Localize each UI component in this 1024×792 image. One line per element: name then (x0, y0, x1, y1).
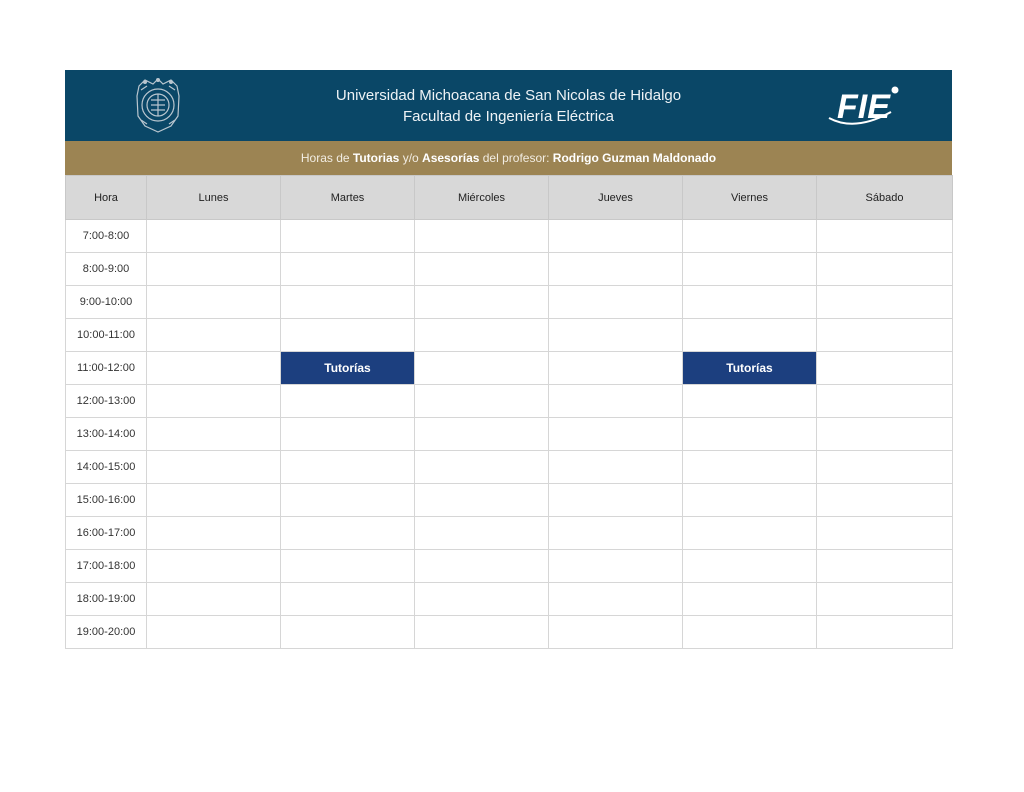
table-row (66, 517, 953, 550)
slot-lunes (147, 484, 281, 517)
slot-miercoles (415, 253, 549, 286)
table-row (66, 616, 953, 649)
slot-lunes (147, 319, 281, 352)
column-header-miercoles: Miércoles (415, 176, 549, 220)
slot-sabado (817, 385, 953, 418)
slot-sabado (817, 220, 953, 253)
hour-cell: 9:00-10:00 (66, 286, 147, 319)
table-header-row (66, 176, 953, 220)
slot-jueves (549, 583, 683, 616)
table-row (66, 385, 953, 418)
slot-sabado (817, 583, 953, 616)
slot-jueves (549, 220, 683, 253)
slot-miercoles (415, 550, 549, 583)
slot-jueves (549, 253, 683, 286)
column-header-hora: Hora (66, 176, 147, 220)
slot-viernes (683, 451, 817, 484)
slot-lunes (147, 220, 281, 253)
slot-martes (281, 286, 415, 319)
slot-miercoles (415, 616, 549, 649)
slot-sabado (817, 352, 953, 385)
slot-martes (281, 253, 415, 286)
slot-lunes (147, 253, 281, 286)
slot-sabado (817, 484, 953, 517)
fie-logo-icon (825, 80, 905, 130)
slot-sabado (817, 616, 953, 649)
slot-viernes (683, 484, 817, 517)
hour-cell: 16:00-17:00 (66, 517, 147, 550)
slot-jueves (549, 319, 683, 352)
university-name: Universidad Michoacana de San Nicolas de Hidalgo (335, 87, 682, 104)
slot-viernes (683, 616, 817, 649)
slot-sabado (817, 319, 953, 352)
slot-jueves (549, 616, 683, 649)
subtitle-term-tutorias: Tutorias (352, 151, 400, 165)
table-row (66, 550, 953, 583)
slot-jueves (549, 352, 683, 385)
slot-martes (281, 418, 415, 451)
slot-jueves (549, 517, 683, 550)
hour-cell: 14:00-15:00 (66, 451, 147, 484)
hour-cell: 8:00-9:00 (66, 253, 147, 286)
header-titles (65, 85, 952, 127)
hour-cell: 7:00-8:00 (66, 220, 147, 253)
slot-martes (281, 484, 415, 517)
slot-martes: Tutorías (281, 352, 415, 385)
slot-martes (281, 220, 415, 253)
slot-miercoles (415, 352, 549, 385)
slot-sabado (817, 550, 953, 583)
schedule-sheet (65, 70, 952, 649)
slot-martes (281, 616, 415, 649)
hour-cell: 15:00-16:00 (66, 484, 147, 517)
slot-miercoles (415, 418, 549, 451)
slot-viernes (683, 517, 817, 550)
table-row (66, 484, 953, 517)
slot-lunes (147, 418, 281, 451)
hour-cell: 19:00-20:00 (66, 616, 147, 649)
hour-cell: 18:00-19:00 (66, 583, 147, 616)
slot-jueves (549, 385, 683, 418)
slot-miercoles (415, 286, 549, 319)
hour-cell: 11:00-12:00 (66, 352, 147, 385)
column-header-martes: Martes (281, 176, 415, 220)
slot-jueves (549, 550, 683, 583)
slot-viernes: Tutorías (683, 352, 817, 385)
table-row (66, 220, 953, 253)
slot-miercoles (415, 583, 549, 616)
subtitle-prefix: Horas de (300, 151, 353, 165)
hour-cell: 17:00-18:00 (66, 550, 147, 583)
table-row (66, 253, 953, 286)
slot-lunes (147, 385, 281, 418)
slot-miercoles (415, 484, 549, 517)
column-header-jueves: Jueves (549, 176, 683, 220)
slot-martes (281, 451, 415, 484)
fie-logo-text: FIE (837, 88, 890, 126)
slot-sabado (817, 517, 953, 550)
slot-lunes (147, 451, 281, 484)
subtitle-term-asesorias: Asesorías (422, 151, 480, 165)
slot-jueves (549, 451, 683, 484)
column-header-sabado: Sábado (817, 176, 953, 220)
subtitle-mid: y/o (399, 151, 423, 165)
slot-viernes (683, 286, 817, 319)
slot-jueves (549, 418, 683, 451)
slot-viernes (683, 550, 817, 583)
slot-lunes (147, 550, 281, 583)
slot-martes (281, 517, 415, 550)
slot-jueves (549, 286, 683, 319)
table-row (66, 352, 953, 385)
slot-miercoles (415, 385, 549, 418)
slot-lunes (147, 286, 281, 319)
slot-miercoles (415, 517, 549, 550)
slot-martes (281, 319, 415, 352)
hour-cell: 12:00-13:00 (66, 385, 147, 418)
professor-name: Rodrigo Guzman Maldonado (552, 151, 717, 165)
slot-miercoles (415, 451, 549, 484)
slot-lunes (147, 352, 281, 385)
hour-cell: 13:00-14:00 (66, 418, 147, 451)
table-row (66, 286, 953, 319)
slot-martes (281, 583, 415, 616)
slot-lunes (147, 583, 281, 616)
schedule-body (66, 220, 953, 649)
slot-viernes (683, 220, 817, 253)
slot-miercoles (415, 319, 549, 352)
slot-viernes (683, 253, 817, 286)
slot-viernes (683, 583, 817, 616)
slot-jueves (549, 484, 683, 517)
faculty-name: Facultad de Ingeniería Eléctrica (403, 108, 614, 125)
table-row (66, 319, 953, 352)
table-row (66, 583, 953, 616)
column-header-lunes: Lunes (147, 176, 281, 220)
slot-sabado (817, 418, 953, 451)
hour-cell: 10:00-11:00 (66, 319, 147, 352)
table-row (66, 451, 953, 484)
slot-viernes (683, 385, 817, 418)
slot-sabado (817, 253, 953, 286)
slot-sabado (817, 286, 953, 319)
header-banner (65, 70, 952, 141)
slot-martes (281, 385, 415, 418)
slot-lunes (147, 517, 281, 550)
slot-martes (281, 550, 415, 583)
slot-viernes (683, 319, 817, 352)
professor-bar (65, 141, 952, 175)
slot-miercoles (415, 220, 549, 253)
slot-viernes (683, 418, 817, 451)
slot-lunes (147, 616, 281, 649)
table-row (66, 418, 953, 451)
schedule-table (65, 175, 953, 649)
subtitle-suffix: del profesor: (479, 151, 553, 165)
slot-sabado (817, 451, 953, 484)
column-header-viernes: Viernes (683, 176, 817, 220)
